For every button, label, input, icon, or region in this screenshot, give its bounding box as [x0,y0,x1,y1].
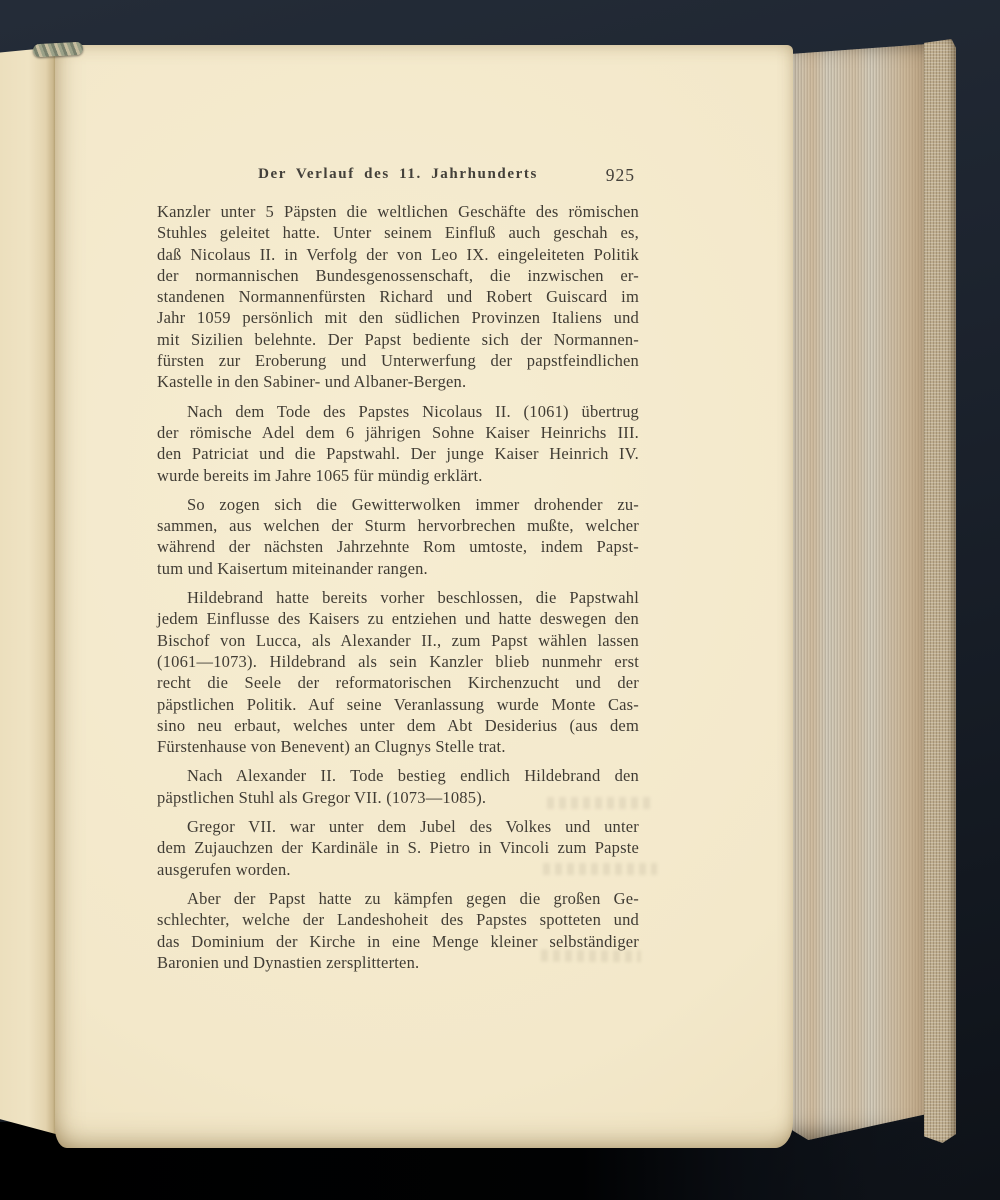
paragraph [157,401,639,486]
text-line: während der nächsten Jahrzehnte Rom umtoste, indem Papst- [157,537,639,557]
text-line: Stuhles geleitet hatte. Unter seinem Einfluß auch geschah es, [157,223,639,243]
spine-headband [33,42,84,58]
text-line: Baronien und Dynastien zersplitterten. [157,952,420,972]
text-line: der normannischen Bundesgenossenschaft, die inzwischen er- [157,265,639,285]
left-page-edge [0,47,57,1141]
text-line: Hildebrand hatte bereits vorher beschlossen, die Papstwahl [187,588,639,608]
text-line: standenen Normannenfürsten Richard und Robert Guiscard im [157,287,639,307]
text-line: ausgerufen worden. [157,859,291,879]
text-line: fürsten zur Eroberung und Unterwerfung der papstfeindlichen [157,351,639,371]
back-cover-cloth [924,39,956,1143]
paragraph [157,201,639,393]
book-page [55,45,793,1148]
text-line: Fürstenhause von Benevent) an Clugnys Stelle trat. [157,737,506,757]
text-line: päpstlichen Politik. Auf seine Veranlassung wurde Monte Cas- [157,694,639,714]
text-line: tum und Kaisertum miteinander rangen. [157,558,428,578]
page-fore-edge [792,44,928,1140]
text-line: den Patriciat und die Papstwahl. Der junge Kaiser Heinrich IV. [157,444,639,464]
text-line: jedem Einflusse des Kaisers zu entziehen und hatte deswegen den [157,609,639,629]
show-through-smudge [541,950,641,963]
text-line: (1061—1073). Hildebrand als sein Kanzler blieb nunmehr erst [157,651,639,671]
running-header [157,166,639,188]
text-line: der römische Adel dem 6 jährigen Sohne Kaiser Heinrichs III. [157,422,639,442]
text-line: Nach Alexander II. Tode bestieg endlich Hildebrand den [187,766,639,786]
text-line: Kastelle in den Sabiner- und Albaner-Bergen. [157,372,467,392]
text-line: recht die Seele der reformatorischen Kirchenzucht und der [157,673,639,693]
show-through-smudge [547,797,655,809]
text-line: Kanzler unter 5 Päpsten die weltlichen Geschäfte des römischen [157,202,639,221]
text-line: daß Nicolaus II. in Verfolg der von Leo IX. eingeleiteten Politik [157,244,639,264]
chapter-title: Der Verlauf des 11. Jahrhunderts [258,166,538,182]
text-line: Gregor VII. war unter dem Jubel des Volkes und unter [187,817,639,837]
text-line: schlechter, welche der Landeshoheit des Papstes spotteten und [157,910,639,930]
show-through-smudge [543,863,657,875]
text-line: sammen, aus welchen der Sturm hervorbrechen mußte, welcher [157,516,639,536]
text-line: Jahr 1059 persönlich mit den südlichen Provinzen Italiens und [157,308,639,328]
text-line: das Dominium der Kirche in eine Menge kleiner selbständiger [157,931,639,951]
text-line: wurde bereits im Jahre 1065 für mündig erklärt. [157,465,483,485]
text-line: dem Zujauchzen der Kardinäle in S. Pietro in Vincoli zum Papste [157,838,639,858]
text-line: Nach dem Tode des Papstes Nicolaus II. (1061) übertrug [187,401,639,421]
text-line: So zogen sich die Gewitterwolken immer drohender zu- [187,494,639,514]
text-line: Bischof von Lucca, als Alexander II., zum Papst wählen lassen [157,630,639,650]
text-line: päpstlichen Stuhl als Gregor VII. (1073—1085). [157,787,487,807]
text-line: mit Sizilien belehnte. Der Papst bediente sich der Normannen- [157,329,639,349]
text-line: Aber der Papst hatte zu kämpfen gegen die großen Ge- [187,888,639,908]
page-number: 925 [605,165,635,185]
paragraph [157,494,639,579]
paragraph [157,587,639,757]
text-line: sino neu erbaut, welches unter dem Abt Desiderius (aus dem [157,715,639,735]
